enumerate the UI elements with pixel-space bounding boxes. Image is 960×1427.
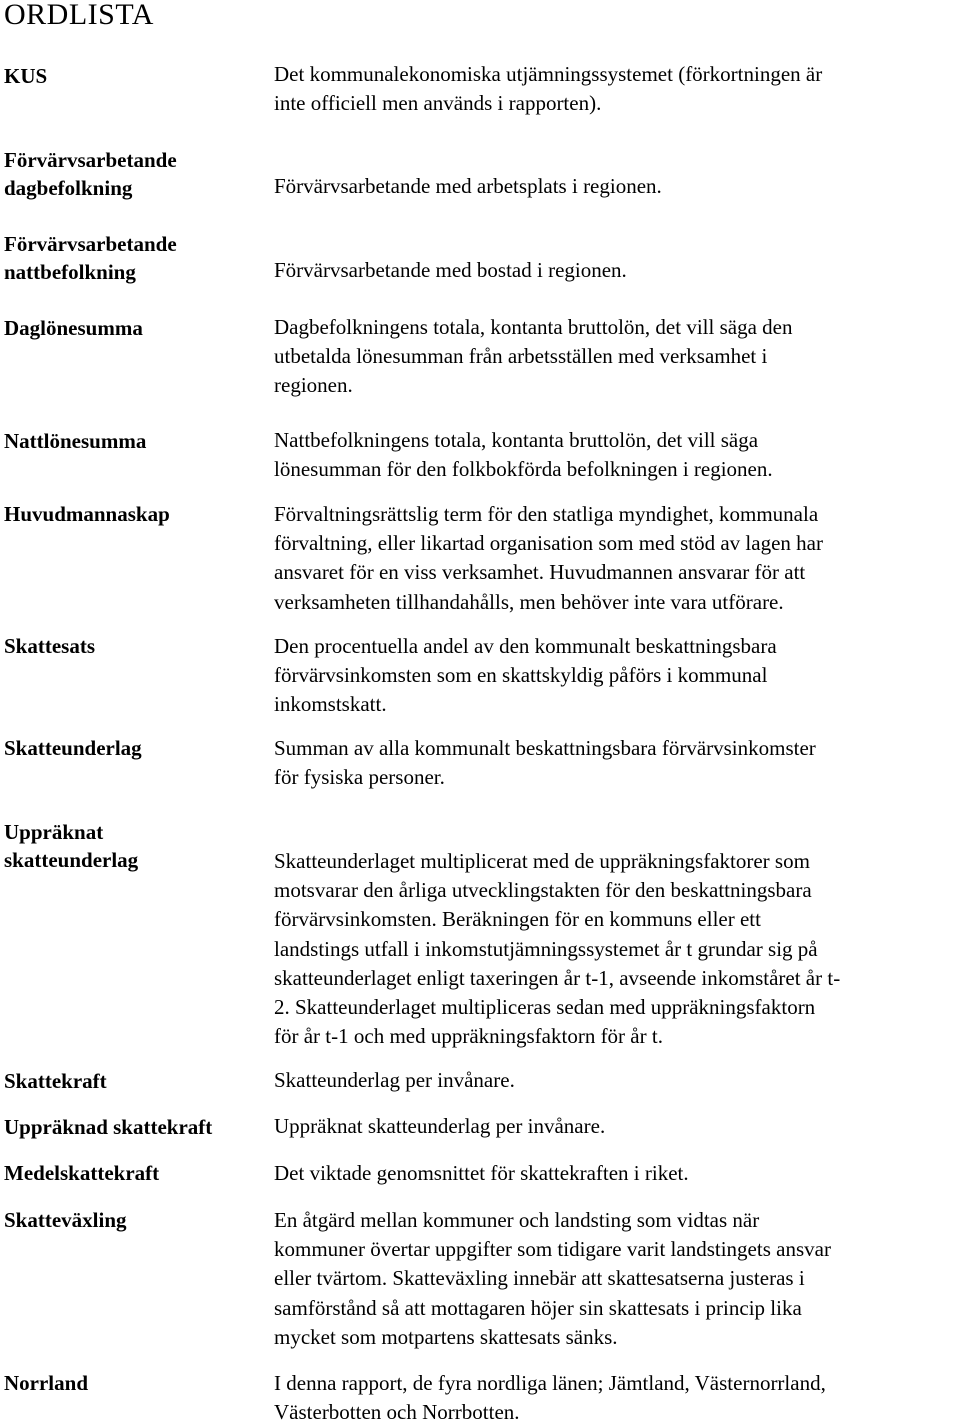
glossary-term — [4, 734, 254, 762]
glossary-definition-line: förvärvsinkomsten som en skattskyldig påförs i kommunal — [274, 663, 768, 688]
glossary-definition — [274, 1159, 956, 1188]
glossary-definition — [274, 256, 956, 285]
glossary-definition-line: samförstånd så att mottagaren höjer sin skattesats i princip lika — [274, 1295, 802, 1320]
glossary-definition-line: Det viktade genomsnittet för skattekraften i riket. — [274, 1161, 689, 1185]
glossary-definition-line: I denna rapport, de fyra nordliga länen; Jämtland, Västernorrland, — [274, 1371, 826, 1395]
glossary-term — [4, 1067, 254, 1095]
glossary-definition — [274, 1112, 956, 1141]
glossary-definition-line: inkomstskatt. — [274, 692, 387, 717]
glossary-term-line: Skatteväxling — [4, 1208, 127, 1232]
glossary-term-line: Skattekraft — [4, 1069, 107, 1093]
glossary-term-line: Förvärvsarbetande — [4, 148, 177, 172]
page-title: ORDLISTA — [4, 0, 154, 31]
glossary-definition-line: Skatteunderlag per invånare. — [274, 1068, 515, 1092]
glossary-definition-line: Den procentuella andel av den kommunalt beskattningsbara — [274, 634, 777, 658]
glossary-definition-line: mycket som motpartens skattesats sänks. — [274, 1324, 618, 1349]
glossary-term — [4, 62, 254, 90]
glossary-term — [4, 146, 254, 202]
glossary-definition-line: för fysiska personer. — [274, 765, 445, 790]
glossary-term-line: Skatteunderlag — [4, 736, 142, 760]
glossary-term — [4, 1159, 254, 1187]
glossary-definition-line: Summan av alla kommunalt beskattningsbara förvärvsinkomster — [274, 736, 816, 760]
glossary-term-line: Huvudmannaskap — [4, 502, 170, 526]
glossary-definition — [274, 1369, 956, 1427]
glossary-term — [4, 230, 254, 286]
glossary-definition — [274, 313, 956, 401]
glossary-term-line: Medelskattekraft — [4, 1161, 160, 1185]
glossary-definition-line: regionen. — [274, 373, 353, 398]
glossary-definition-line: En åtgärd mellan kommuner och landsting som vidtas när — [274, 1208, 760, 1232]
glossary-definition — [274, 632, 956, 720]
glossary-definition-line: Det kommunalekonomiska utjämningssystemet (förkortningen är — [274, 62, 823, 86]
glossary-definition — [274, 1206, 956, 1352]
glossary-term — [4, 1369, 254, 1397]
glossary-definition-line: kommuner övertar uppgifter som tidigare varit landstingets ansvar — [274, 1237, 831, 1262]
glossary-definition-line: Nattbefolkningens totala, kontanta bruttolön, det vill säga — [274, 428, 759, 452]
glossary-definition — [274, 1066, 956, 1095]
glossary-definition-line: Uppräknat skatteunderlag per invånare. — [274, 1114, 606, 1138]
glossary-definition-line: Förvärvsarbetande med bostad i regionen. — [274, 258, 627, 282]
glossary-definition-line: motsvarar den årliga utvecklingstakten för den beskattningsbara — [274, 878, 812, 903]
glossary-term — [4, 500, 254, 528]
glossary-term-line: Uppräknat — [4, 820, 104, 844]
glossary-term-line: Nattlönesumma — [4, 429, 147, 453]
glossary-definition-line: Förvärvsarbetande med arbetsplats i regionen. — [274, 174, 662, 198]
glossary-definition-line: Förvaltningsrättslig term för den statliga myndighet, kommunala — [274, 502, 819, 526]
glossary-definition — [274, 847, 956, 1051]
glossary-definition-line: förvärvsinkomsten. Beräkningen för en kommuns eller ett — [274, 907, 761, 932]
glossary-term — [4, 1113, 254, 1141]
glossary-definition-line: Dagbefolkningens totala, kontanta bruttolön, det vill säga den — [274, 315, 793, 339]
glossary-definition-line: ansvaret för en viss verksamhet. Huvudmannen ansvarar för att — [274, 560, 806, 585]
glossary-definition-line: Skatteunderlaget multiplicerat med de uppräkningsfaktorer som — [274, 849, 810, 873]
glossary-term-line: Uppräknad skattekraft — [4, 1115, 213, 1139]
glossary-term — [4, 427, 254, 455]
glossary-term — [4, 1206, 254, 1234]
glossary-term — [4, 632, 254, 660]
glossary-term-line: Förvärvsarbetande — [4, 232, 177, 256]
glossary-term — [4, 314, 254, 342]
glossary-definition-line: förvaltning, eller likartad organisation som med stöd av lagen har — [274, 531, 823, 556]
glossary-term-line: nattbefolkning — [4, 260, 136, 284]
glossary-definition-line: lönesumman för den folkbokförda befolkningen i regionen. — [274, 457, 773, 482]
glossary-definition — [274, 734, 956, 792]
glossary-definition — [274, 500, 956, 617]
glossary-term-line: Daglönesumma — [4, 316, 143, 340]
glossary-term-line: KUS — [4, 64, 48, 88]
glossary-definition-line: inte officiell men används i rapporten). — [274, 91, 602, 116]
glossary-term — [4, 818, 254, 874]
glossary-definition-line: Västerbotten och Norrbotten. — [274, 1400, 520, 1425]
glossary-term-line: Norrland — [4, 1371, 88, 1395]
glossary-term-line: dagbefolkning — [4, 176, 133, 200]
glossary-definition-line: för år t-1 och med uppräkningsfaktorn för år t. — [274, 1024, 663, 1049]
glossary-definition — [274, 60, 956, 118]
glossary-definition-line: 2. Skatteunderlaget multipliceras sedan med uppräkningsfaktorn — [274, 995, 816, 1020]
glossary-definition-line: landstings utfall i inkomstutjämningssystemet år t grundar sig på — [274, 936, 818, 961]
glossary-definition — [274, 172, 956, 201]
glossary-definition-line: eller tvärtom. Skatteväxling innebär att skattesatserna justeras i — [274, 1266, 805, 1291]
glossary-definition-line: utbetalda lönesumman från arbetsställen med verksamhet i — [274, 344, 768, 369]
glossary-term-line: skatteunderlag — [4, 848, 139, 872]
glossary-definition — [274, 426, 956, 484]
glossary-term-line: Skattesats — [4, 634, 96, 658]
glossary-definition-line: verksamheten tillhandahålls, men behöver inte vara utförare. — [274, 589, 784, 614]
glossary-definition-line: skatteunderlaget enligt taxeringen år t-1, avseende inkomståret år t- — [274, 965, 841, 990]
